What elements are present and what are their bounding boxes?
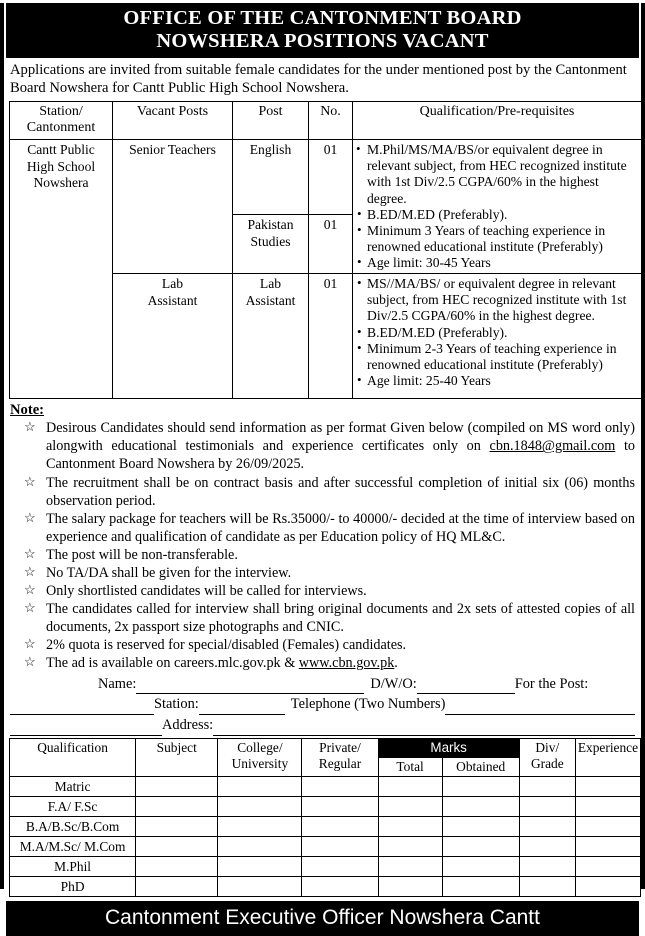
- qf-college-line2: University: [231, 756, 289, 771]
- star-icon: ☆: [24, 654, 36, 670]
- qualification-table-header-row-1: [10, 739, 641, 758]
- qf-cell-div[interactable]: [519, 836, 575, 856]
- cell-post-lab-assistant: [233, 274, 309, 399]
- station-input-line[interactable]: [199, 699, 285, 715]
- for-the-post-label: For the Post:: [514, 675, 589, 692]
- qf-cell-subject[interactable]: [136, 836, 218, 856]
- qf-col-header-marks: Marks: [378, 739, 519, 758]
- qf-cell-private[interactable]: [302, 836, 378, 856]
- telephone-input-line[interactable]: [445, 699, 635, 715]
- qf-cell-college[interactable]: [218, 836, 302, 856]
- station-line3: Nowshera: [33, 174, 89, 190]
- qf-cell-div[interactable]: [519, 856, 575, 876]
- col-header-post: Post: [233, 101, 309, 140]
- qf-cell-obtained[interactable]: [442, 856, 519, 876]
- note-item: [10, 546, 635, 564]
- dwo-input-line[interactable]: [417, 678, 515, 694]
- name-label: Name:: [98, 675, 137, 692]
- note-text-pre: The salary package for teachers will be Rs.35000/- to 40000/- decided at the time of interview based on experience and qualification of candidate as per Education policy of HQ ML&C.: [46, 510, 635, 545]
- note-text-pre: The candidates called for interview shall bring original documents and 2x sets of attested copies of all documents, 2x passport size photographs and CNIC.: [46, 601, 635, 636]
- qf-cell-subject[interactable]: [136, 876, 218, 896]
- qf-cell-div[interactable]: [519, 796, 575, 816]
- footer-banner: Cantonment Executive Officer Nowshera Cantt: [6, 901, 639, 936]
- form-row-name: [10, 674, 635, 695]
- star-icon: ☆: [24, 564, 36, 579]
- col-header-station-line1: Station/: [39, 103, 83, 119]
- qf-cell-private[interactable]: [302, 776, 378, 796]
- qf-cell-subject[interactable]: [136, 796, 218, 816]
- note-text-pre: The recruitment shall be on contract basis and after successful completion of initial six (06) months observation period.: [46, 474, 635, 509]
- qf-col-header-college-university: [218, 739, 302, 777]
- qf-cell-private[interactable]: [302, 816, 378, 836]
- note-item: [10, 510, 635, 546]
- form-row-station-telephone: [10, 694, 635, 715]
- cell-station-cantonment: [10, 140, 113, 399]
- qf-cell-experience[interactable]: [575, 796, 640, 816]
- intro-line-1: Applications are invited from suitable female candidates for the under mentioned post by the Cantonment: [10, 61, 627, 78]
- qf-cell-experience[interactable]: [575, 876, 640, 896]
- qf-row-label-phd: PhD: [10, 876, 136, 896]
- note-item: [10, 582, 635, 600]
- qf-div-line2: Grade: [530, 756, 564, 771]
- qualification-list-lab-assistant: [356, 276, 638, 389]
- qf-col-header-obtained: Obtained: [442, 758, 519, 777]
- qf-cell-private[interactable]: [302, 876, 378, 896]
- website-link[interactable]: www.cbn.gov.pk: [298, 655, 395, 672]
- col-header-qualification: Qualification/Pre-requisites: [353, 101, 642, 140]
- header-title-line1: OFFICE OF THE CANTONMENT BOARD: [123, 7, 522, 29]
- note-list: [4, 419, 641, 672]
- qualification-list-senior-teachers: [356, 142, 638, 271]
- note-text-pre: Desirous Candidates should send information as per format Given below (compiled on MS word only) alongwith educational testimonials and experience certificates only on: [46, 420, 635, 455]
- qf-cell-obtained[interactable]: [442, 876, 519, 896]
- qf-cell-college[interactable]: [218, 816, 302, 836]
- advertisement-page: [0, 3, 645, 929]
- star-icon: ☆: [24, 473, 36, 489]
- qf-cell-college[interactable]: [218, 796, 302, 816]
- note-heading: Note:: [10, 402, 45, 419]
- qf-cell-experience[interactable]: [575, 856, 640, 876]
- qualification-item: • M.Phil/MS/MA/BS/or equivalent degree in relevant subject, from HEC recognized institute with 1st Div/2.5 CGPA/60% in the highest degree.: [356, 142, 638, 206]
- intro-line-2: Board Nowshera for Cantt Public High School Nowshera.: [10, 80, 349, 97]
- col-header-station: [10, 101, 113, 140]
- qualification-item: • B.ED/M.ED (Preferably).: [356, 207, 638, 223]
- qf-cell-div[interactable]: [519, 876, 575, 896]
- star-icon: ☆: [24, 419, 36, 435]
- qf-col-header-experience: Experience: [575, 739, 640, 777]
- qualification-item: • Age limit: 25-40 Years: [356, 373, 638, 389]
- qf-college-line1: College/: [237, 740, 283, 756]
- table-row: [10, 836, 641, 856]
- qf-cell-subject[interactable]: [136, 776, 218, 796]
- qf-col-header-total: Total: [378, 758, 442, 777]
- header-title-line2: NOWSHERA POSITIONS VACANT: [156, 29, 489, 52]
- qf-cell-college[interactable]: [218, 876, 302, 896]
- qf-col-header-subject: Subject: [136, 739, 218, 777]
- post-line1: Lab: [259, 276, 282, 292]
- table-row: [10, 776, 641, 796]
- qf-cell-subject[interactable]: [136, 816, 218, 836]
- note-text-pre: Only shortlisted candidates will be called for interviews.: [46, 583, 367, 600]
- note-item: [10, 419, 635, 473]
- qf-row-label-fa-fsc: F.A/ F.Sc: [10, 796, 136, 816]
- qf-cell-college[interactable]: [218, 776, 302, 796]
- qualification-item: • Age limit: 30-45 Years: [356, 255, 638, 271]
- cell-vacant-post-lab-assistant: [113, 274, 233, 399]
- note-item: [10, 600, 635, 636]
- vacant-post-line2: Assistant: [147, 292, 198, 308]
- table-row: [10, 876, 641, 896]
- qf-cell-college[interactable]: [218, 856, 302, 876]
- address-continuation-line[interactable]: [10, 720, 162, 736]
- note-text-pre: The ad is available on careers.mlc.gov.pk &: [46, 655, 299, 672]
- qf-cell-div[interactable]: [519, 816, 575, 836]
- table-row: [10, 856, 641, 876]
- qualification-item: • Minimum 2-3 Years of teaching experience in renowned educational institute (Preferably): [356, 341, 638, 373]
- cell-vacant-post-senior-teachers: Senior Teachers: [113, 140, 233, 274]
- qf-private-line1: Private/: [319, 740, 361, 756]
- note-item: [10, 636, 635, 654]
- post-line2: Assistant: [245, 292, 296, 308]
- note-text-pre: The post will be non-transferable.: [46, 546, 238, 563]
- qf-cell-total[interactable]: [378, 796, 442, 816]
- qf-cell-total[interactable]: [378, 876, 442, 896]
- dwo-label: D/W/O:: [370, 675, 417, 692]
- qf-cell-experience[interactable]: [575, 776, 640, 796]
- for-the-post-input-line[interactable]: [10, 699, 154, 715]
- star-icon: ☆: [24, 582, 36, 598]
- qualification-item: • B.ED/M.ED (Preferably).: [356, 325, 638, 341]
- star-icon: ☆: [24, 636, 36, 652]
- cell-qualification-lab-assistant: [353, 274, 642, 399]
- qualification-item: • Minimum 3 Years of teaching experience in renowned educational institute (Preferably): [356, 223, 638, 255]
- qf-row-label-ma-msc-mcom: M.A/M.Sc/ M.Com: [10, 836, 136, 856]
- applicant-form-block: [4, 673, 641, 737]
- station-label: Station:: [154, 696, 199, 713]
- qf-cell-total[interactable]: [378, 856, 442, 876]
- qf-row-label-mphil: M.Phil: [10, 856, 136, 876]
- vacant-post-line1: Lab: [161, 276, 184, 292]
- note-text-pre: No TA/DA shall be given for the interview.: [46, 565, 292, 581]
- qf-cell-div[interactable]: [519, 776, 575, 796]
- cell-no-english: 01: [309, 140, 353, 215]
- qf-cell-experience[interactable]: [575, 816, 640, 836]
- form-row-address: [10, 715, 635, 736]
- table-row: [10, 816, 641, 836]
- note-item: [10, 654, 635, 672]
- address-label: Address:: [162, 717, 214, 734]
- qf-row-label-ba-bsc-bcom: B.A/B.Sc/B.Com: [10, 816, 136, 836]
- col-header-station-line2: Cantonment: [26, 120, 96, 136]
- qf-cell-obtained[interactable]: [442, 776, 519, 796]
- cell-no-lab-assistant: 01: [309, 274, 353, 399]
- note-item: [10, 564, 635, 582]
- post-line2: Studies: [250, 233, 291, 249]
- cell-no-pakistan-studies: 01: [309, 215, 353, 274]
- qf-private-line2: Regular: [318, 756, 362, 771]
- vacancy-table-header-row: [10, 101, 642, 140]
- qualification-form-table: [9, 738, 641, 897]
- qf-col-header-div-grade: [519, 739, 575, 777]
- qualification-item: • MS//MA/BS/ or equivalent degree in relevant subject, from HEC recognized institute with 1st Div/2.5 CGPA/60% in the highest degree.: [356, 276, 638, 324]
- station-line1: Cantt Public: [27, 142, 95, 158]
- qf-cell-total[interactable]: [378, 776, 442, 796]
- vacancy-table: [9, 101, 642, 400]
- col-header-vacant-posts: Vacant Posts: [113, 101, 233, 140]
- name-input-line[interactable]: [136, 678, 364, 694]
- cell-post-pakistan-studies: [233, 215, 309, 274]
- note-item: [10, 474, 635, 510]
- page-header-banner: [6, 3, 639, 58]
- star-icon: ☆: [24, 600, 36, 616]
- qf-div-line1: Div/: [535, 740, 560, 756]
- note-text-pre: 2% quota is reserved for special/disabled (Females) candidates.: [46, 637, 407, 654]
- qf-cell-private[interactable]: [302, 796, 378, 816]
- qf-cell-total[interactable]: [378, 836, 442, 856]
- qf-row-label-matric: Matric: [10, 776, 136, 796]
- qf-col-header-qualification: Qualification: [10, 739, 136, 777]
- star-icon: ☆: [24, 509, 36, 525]
- table-row: [10, 796, 641, 816]
- qf-cell-subject[interactable]: [136, 856, 218, 876]
- note-text-post: to Cantonment Board Nowshera by 26/09/2025.: [46, 438, 635, 473]
- intro-paragraph: [4, 58, 641, 100]
- qf-cell-private[interactable]: [302, 856, 378, 876]
- cell-post-english: English: [233, 140, 309, 215]
- qf-cell-obtained[interactable]: [442, 816, 519, 836]
- star-icon: ☆: [24, 545, 36, 561]
- qf-cell-obtained[interactable]: [442, 836, 519, 856]
- email-link[interactable]: cbn.1848@gmail.com: [489, 438, 616, 455]
- qf-cell-experience[interactable]: [575, 836, 640, 856]
- qf-col-header-private-regular: [302, 739, 378, 777]
- telephone-label: Telephone (Two Numbers): [290, 696, 446, 713]
- cell-qualification-senior-teachers: [353, 140, 642, 274]
- post-line1: Pakistan: [247, 217, 294, 233]
- qf-cell-total[interactable]: [378, 816, 442, 836]
- note-text-post: .: [394, 655, 398, 672]
- station-line2: High School: [26, 158, 96, 174]
- col-header-no: No.: [309, 101, 353, 140]
- address-input-line[interactable]: [213, 720, 635, 736]
- qf-cell-obtained[interactable]: [442, 796, 519, 816]
- table-row: [10, 140, 642, 215]
